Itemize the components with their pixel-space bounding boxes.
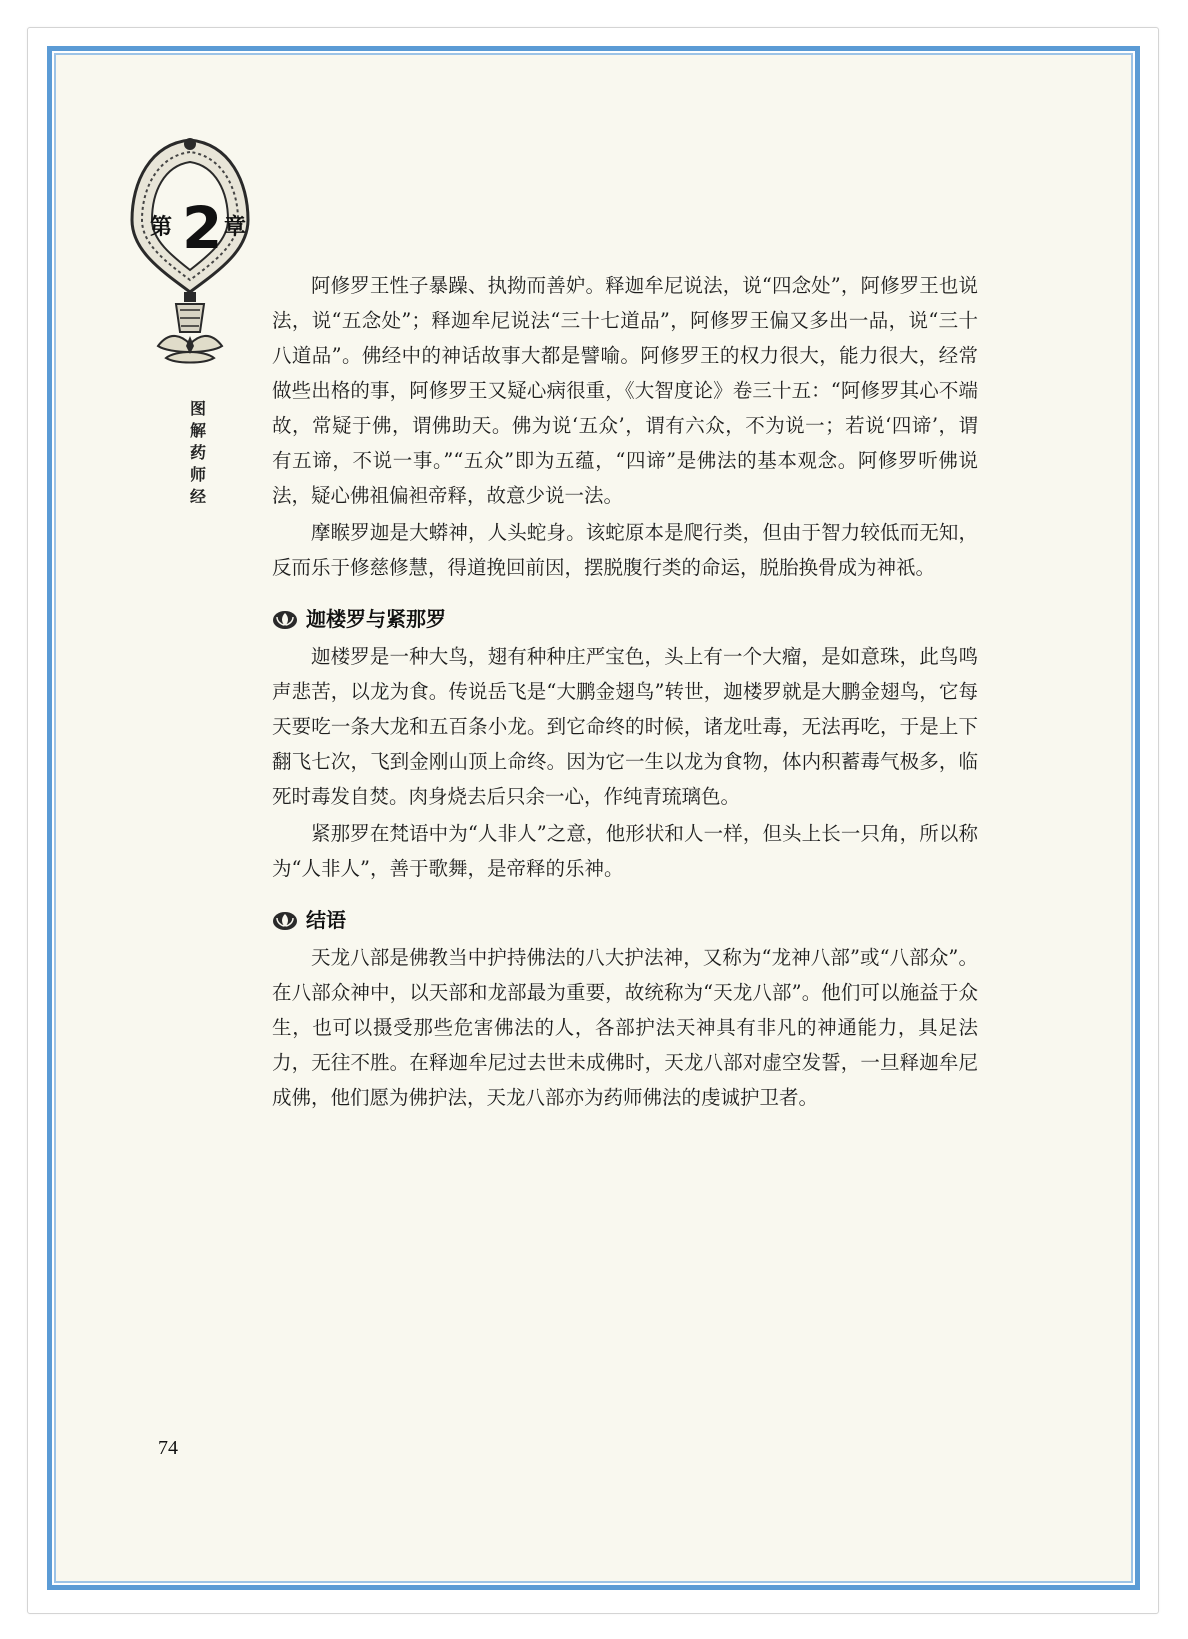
chapter-suffix: 章 xyxy=(224,215,247,240)
section-heading-text: 结语 xyxy=(306,908,346,932)
section-asura-mahoraga xyxy=(272,268,978,585)
lotus-bullet-icon xyxy=(272,608,298,630)
paragraph: 阿修罗王性子暴躁、执拗而善妒。释迦牟尼说法，说“四念处”，阿修罗王也说法，说“五念处”；释迦牟尼说法“三十七道品”，阿修罗王偏又多出一品，说“三十八道品”。佛经中的神话故事大都是譬喻。阿修罗王的权力很大，能力很大，经常做些出格的事，阿修罗王又疑心病很重，《大智度论》卷三十五：“阿修罗其心不端故，常疑于佛，谓佛助天。佛为说‘五众’，谓有六众，不为说一；若说‘四谛’，谓有五谛，不说一事。”“五众”即为五蕴，“四谛”是佛法的基本观念。阿修罗听佛说法，疑心佛祖偏袒帝释，故意少说一法。 xyxy=(272,274,978,507)
lotus-bullet-icon xyxy=(272,909,298,931)
paragraph: 天龙八部是佛教当中护持佛法的八大护法神，又称为“龙神八部”或“八部众”。在八部众神中，以天部和龙部最为重要，故统称为“天龙八部”。他们可以施益于众生，也可以摄受那些危害佛法的人，各部护法天神具有非凡的神通能力，具足法力，无往不胜。在释迦牟尼过去世未成佛时，天龙八部对虚空发誓，一旦释迦牟尼成佛，他们愿为佛护法，天龙八部亦为药师佛法的虔诚护卫者。 xyxy=(272,946,978,1109)
paragraph: 摩睺罗迦是大蟒神，人头蛇身。该蛇原本是爬行类，但由于智力较低而无知，反而乐于修慈修慧，得道挽回前因，摆脱腹行类的命运，脱胎换骨成为神祇。 xyxy=(272,521,978,579)
paragraph: 紧那罗在梵语中为“人非人”之意，他形状和人一样，但头上长一只角，所以称为“人非人”，善于歌舞，是帝释的乐神。 xyxy=(272,822,978,880)
book-title-vertical: 图解药师经 xyxy=(189,399,206,506)
section-heading xyxy=(272,906,978,934)
paragraph: 迦楼罗是一种大鸟，翅有种种庄严宝色，头上有一个大瘤，是如意珠，此鸟鸣声悲苦，以龙为食。传说岳飞是“大鹏金翅鸟”转世，迦楼罗就是大鹏金翅鸟，它每天要吃一条大龙和五百条小龙。到它命终的时候，诸龙吐毒，无法再吃，于是上下翻飞七次，飞到金刚山顶上命终。因为它一生以龙为食物，体内积蓄毒气极多，临死时毒发自焚。肉身烧去后只余一心，作纯青琉璃色。 xyxy=(272,645,978,808)
chapter-number: 2 xyxy=(182,194,223,262)
section-heading-text: 迦楼罗与紧那罗 xyxy=(306,607,446,631)
section-heading xyxy=(272,605,978,633)
main-content xyxy=(272,268,978,1115)
section-conclusion xyxy=(272,906,978,1115)
chapter-prefix: 第 xyxy=(150,215,173,240)
page-number: 74 xyxy=(158,1437,178,1459)
section-garuda-kinnara xyxy=(272,605,978,886)
